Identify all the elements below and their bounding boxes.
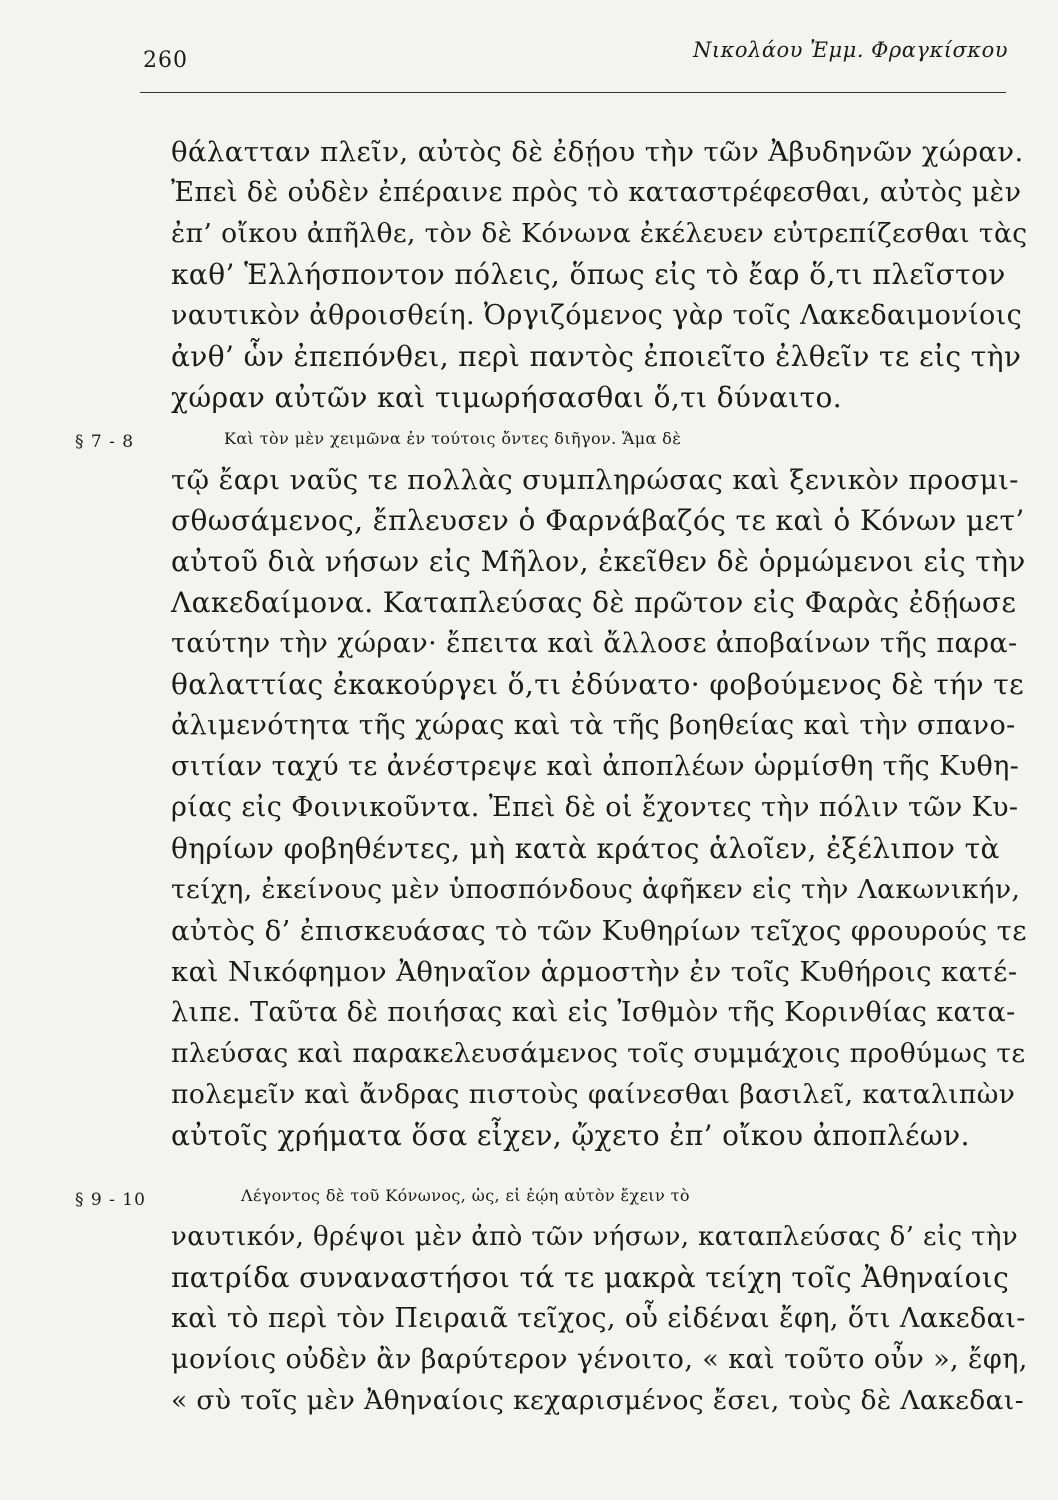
text-line: ρίας εἰς Φοινικοῦντα. Ἐπεὶ δὲ οἱ ἔχοντες τὴν πόλιν τῶν Κυ- — [171, 792, 1019, 823]
text-line: ἀλιμενότητα τῆς χώρας καὶ τὰ τῆς βοηθείας καὶ τὴν σπανο- — [171, 710, 1016, 741]
text-line: Καὶ τὸν μὲν χειμῶνα ἐν τούτοις ὄντες διῆγον. Ἅμα δὲ — [224, 429, 682, 448]
text-line: σιτίαν ταχύ τε ἀνέστρεψε καὶ ἀποπλέων ὡρμίσθη τῆς Κυθη- — [171, 751, 1020, 782]
text-line: θάλατταν πλεῖν, αὐτὸς δὲ ἐδῄου τὴν τῶν Ἀβυδηνῶν χώραν. — [171, 136, 1024, 168]
text-line: πλεύσας καὶ παρακελευσάμενος τοῖς συμμάχοις προθύμως τε — [171, 1038, 1026, 1069]
text-line: Λακεδαίμονα. Καταπλεύσας δὲ πρῶτον εἰς Φαρὰς ἐδῄωσε — [171, 586, 1017, 619]
text-line: ἀνθ’ ὧν ἐπεπόνθει, περὶ παντὸς ἐποιεῖτο ἐλθεῖν τε εἰς τὴν — [171, 340, 1022, 373]
running-head: Νικολάου Ἐμμ. Φραγκίσκου — [693, 38, 1008, 62]
text-line: σθωσάμενος, ἔπλευσεν ὁ Φαρνάβαζός τε καὶ ὁ Κόνων μετ’ — [171, 504, 1025, 537]
text-line: πατρίδα συναναστήσοι τά τε μακρὰ τείχη τοῖς Ἀθηναίοις — [171, 1261, 1010, 1294]
text-line: πολεμεῖν καὶ ἄνδρας πιστοὺς φαίνεσθαι βασιλεῖ, καταλιπὼν — [171, 1079, 1016, 1110]
text-line: καὶ Νικόφημον Ἀθηναῖον ἁρμοστὴν ἐν τοῖς Κυθήροις κατέ- — [171, 956, 1018, 988]
text-line: θαλαττίας ἐκακούργει ὅ,τι ἐδύνατο· φοβούμενος δὲ τήν τε — [171, 668, 1025, 701]
text-line: αὐτοῖς χρήματα ὅσα εἶχεν, ᾤχετο ἐπ’ οἴκου ἀποπλέων. — [171, 1119, 970, 1152]
text-line: ἐπ’ οἴκου ἀπῆλθε, τὸν δὲ Κόνωνα ἐκέλευεν εὐτρεπίζεσθαι τὰς — [171, 218, 1028, 249]
text-line: « σὺ τοῖς μὲν Ἀθηναίοις κεχαρισμένος ἔσει, τοὺς δὲ Λακεδαι- — [171, 1385, 1025, 1416]
text-line: ναυτικόν, θρέψοι μὲν ἀπὸ τῶν νήσων, καταπλεύσας δ’ εἰς τὴν — [171, 1222, 1019, 1252]
text-line: Λέγοντος δὲ τοῦ Κόνωνος, ὡς, εἰ ἐῴη αὐτὸν ἔχειν τὸ — [241, 1186, 690, 1205]
section-marker-9-10: § 9 - 10 — [75, 1190, 146, 1210]
text-line: τῷ ἔαρι ναῦς τε πολλὰς συμπληρώσας καὶ ξενικὸν προσμι- — [171, 464, 1019, 496]
text-line: καὶ τὸ περὶ τὸν Πειραιᾶ τεῖχος, οὗ εἰδέναι ἔφη, ὅτι Λακεδαι- — [171, 1303, 1026, 1334]
text-line: αὐτοῦ διὰ νήσων εἰς Μῆλον, ἐκεῖθεν δὲ ὁρμώμενοι εἰς τὴν — [171, 545, 1026, 578]
text-line: Ἐπεὶ δὲ οὐδὲν ἐπέραινε πρὸς τὸ καταστρέφεσθαι, αὐτὸς μὲν — [171, 177, 1022, 208]
text-line: ναυτικὸν ἀθροισθείη. Ὀργιζόμενος γὰρ τοῖς Λακεδαιμονίοις — [171, 300, 1023, 331]
page-number: 260 — [143, 48, 188, 73]
text-line: τείχη, ἐκείνους μὲν ὑποσπόνδους ἀφῆκεν εἰς τὴν Λακωνικήν, — [171, 874, 1021, 905]
text-line: καθ’ Ἑλλήσποντον πόλεις, ὅπως εἰς τὸ ἔαρ ὅ,τι πλεῖστον — [171, 258, 1006, 291]
text-line: χώραν αὐτῶν καὶ τιμωρήσασθαι ὅ,τι δύναιτο. — [171, 381, 843, 414]
text-line: αὐτὸς δ’ ἐπισκευάσας τὸ τῶν Κυθηρίων τεῖχος φρουρούς τε — [171, 915, 1027, 947]
text-line: λιπε. Ταῦτα δὲ ποιήσας καὶ εἰς Ἰσθμὸν τῆς Κορινθίας κατα- — [171, 997, 1016, 1028]
text-line: θηρίων φοβηθέντες, μὴ κατὰ κράτος ἁλοῖεν, ἐξέλιπον τὰ — [171, 832, 1000, 865]
text-line: ταύτην τὴν χώραν· ἔπειτα καὶ ἄλλοσε ἀποβαίνων τῆς παρα- — [171, 628, 1018, 659]
text-line: μονίοις οὐδὲν ἂν βαρύτερον γένοιτο, « καὶ τοῦτο οὖν », ἔφη, — [171, 1344, 1028, 1375]
section-marker-7-8: § 7 - 8 — [75, 432, 135, 452]
